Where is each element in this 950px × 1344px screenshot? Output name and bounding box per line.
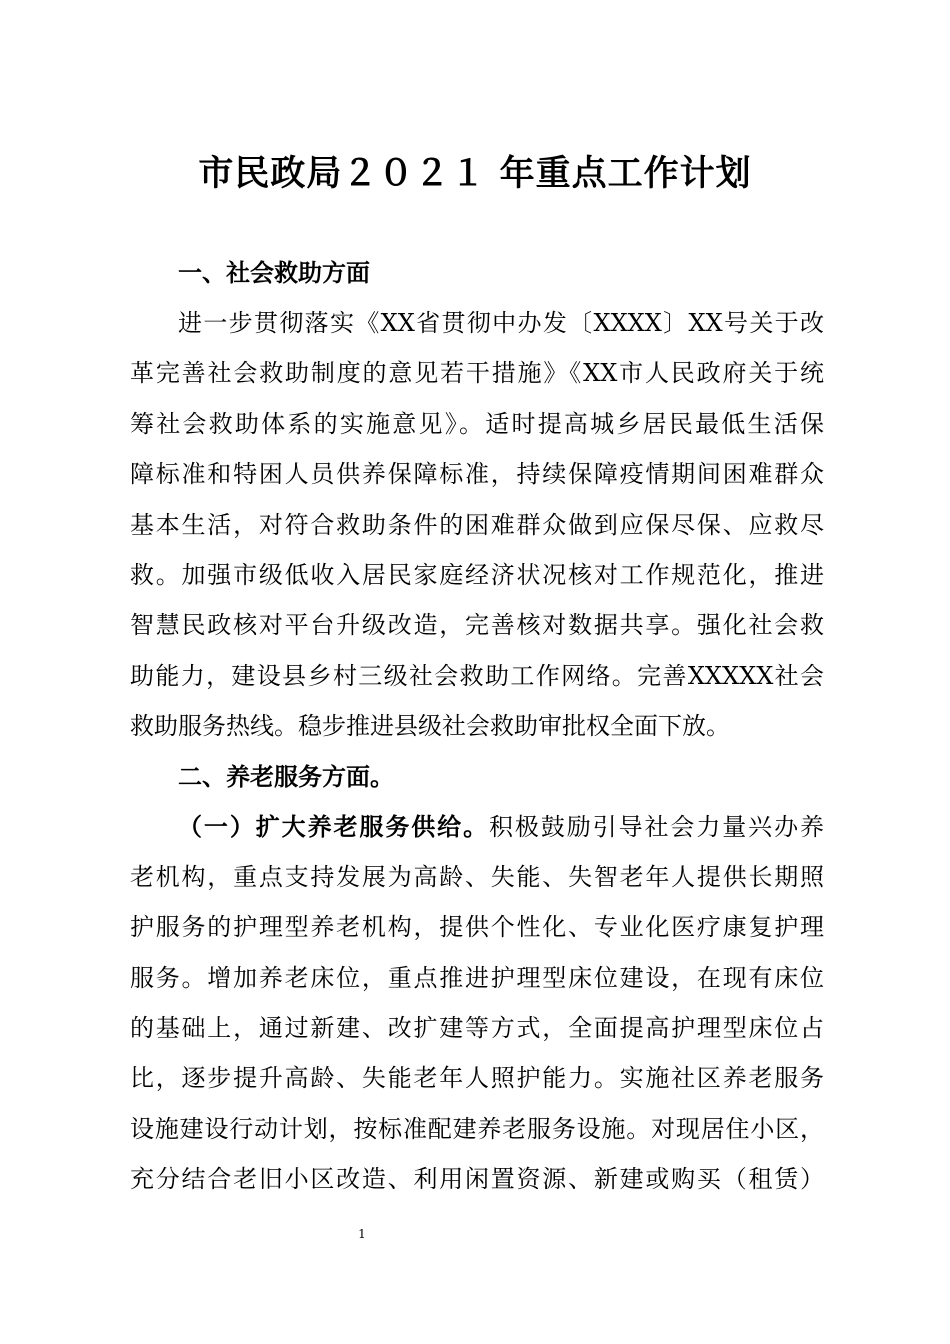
- paragraph-first-line: [130, 802, 824, 852]
- paragraph-line: 革完善社会救助制度的意见若干措施》《XX市人民政府关于统: [130, 359, 824, 388]
- paragraph-line: 老机构，重点支持发展为高龄、失能、失智老年人提供长期照: [130, 862, 824, 891]
- paragraph-line-rest: 积极鼓励引导社会力量兴办养: [489, 812, 824, 841]
- paragraph-line: 设施建设行动计划，按标准配建养老服务设施。对现居住小区，: [130, 1114, 824, 1143]
- paragraph-line: 障标准和特困人员供养保障标准，持续保障疫情期间困难群众: [130, 460, 824, 489]
- paragraph-line: 的基础上，通过新建、改扩建等方式，全面提高护理型床位占: [130, 1014, 824, 1043]
- section-heading-elderly-care: 二、养老服务方面。: [178, 762, 394, 791]
- section-heading-social-assistance: 一、社会救助方面: [178, 259, 370, 287]
- document-body: [130, 248, 824, 1205]
- paragraph-line: 智慧民政核对平台升级改造，完善核对数据共享。强化社会救: [130, 611, 824, 640]
- elderly-care-paragraph: [130, 802, 824, 1205]
- paragraph-line: 比，逐步提升高龄、失能老年人照护能力。实施社区养老服务: [130, 1064, 824, 1093]
- paragraph-line: 护服务的护理型养老机构，提供个性化、专业化医疗康复护理: [130, 913, 824, 942]
- paragraph-line: 充分结合老旧小区改造、利用闲置资源、新建或购买（租赁）: [130, 1165, 824, 1194]
- paragraph-line: 筹社会救助体系的实施意见》。适时提高城乡居民最低生活保: [130, 409, 824, 438]
- paragraph-line: 服务。增加养老床位，重点推进护理型床位建设，在现有床位: [130, 963, 824, 992]
- paragraph-line: 救。加强市级低收入居民家庭经济状况核对工作规范化，推进: [130, 560, 824, 589]
- paragraph-line: 基本生活，对符合救助条件的困难群众做到应保尽保、应救尽: [130, 510, 824, 539]
- document-title: 市民政局２０２１ 年重点工作计划: [198, 153, 752, 194]
- subsection-lead: （一）扩大养老服务供给。: [178, 812, 489, 841]
- page-number: 1: [358, 1227, 366, 1241]
- paragraph-line: 救助服务热线。稳步推进县级社会救助审批权全面下放。: [130, 712, 730, 741]
- paragraph-line: 进一步贯彻落实《XX省贯彻中办发〔XXXX〕XX号关于改: [178, 309, 824, 337]
- paragraph-line: 助能力，建设县乡村三级社会救助工作网络。完善XXXXX社会: [130, 661, 824, 690]
- social-assistance-paragraph: [130, 298, 824, 752]
